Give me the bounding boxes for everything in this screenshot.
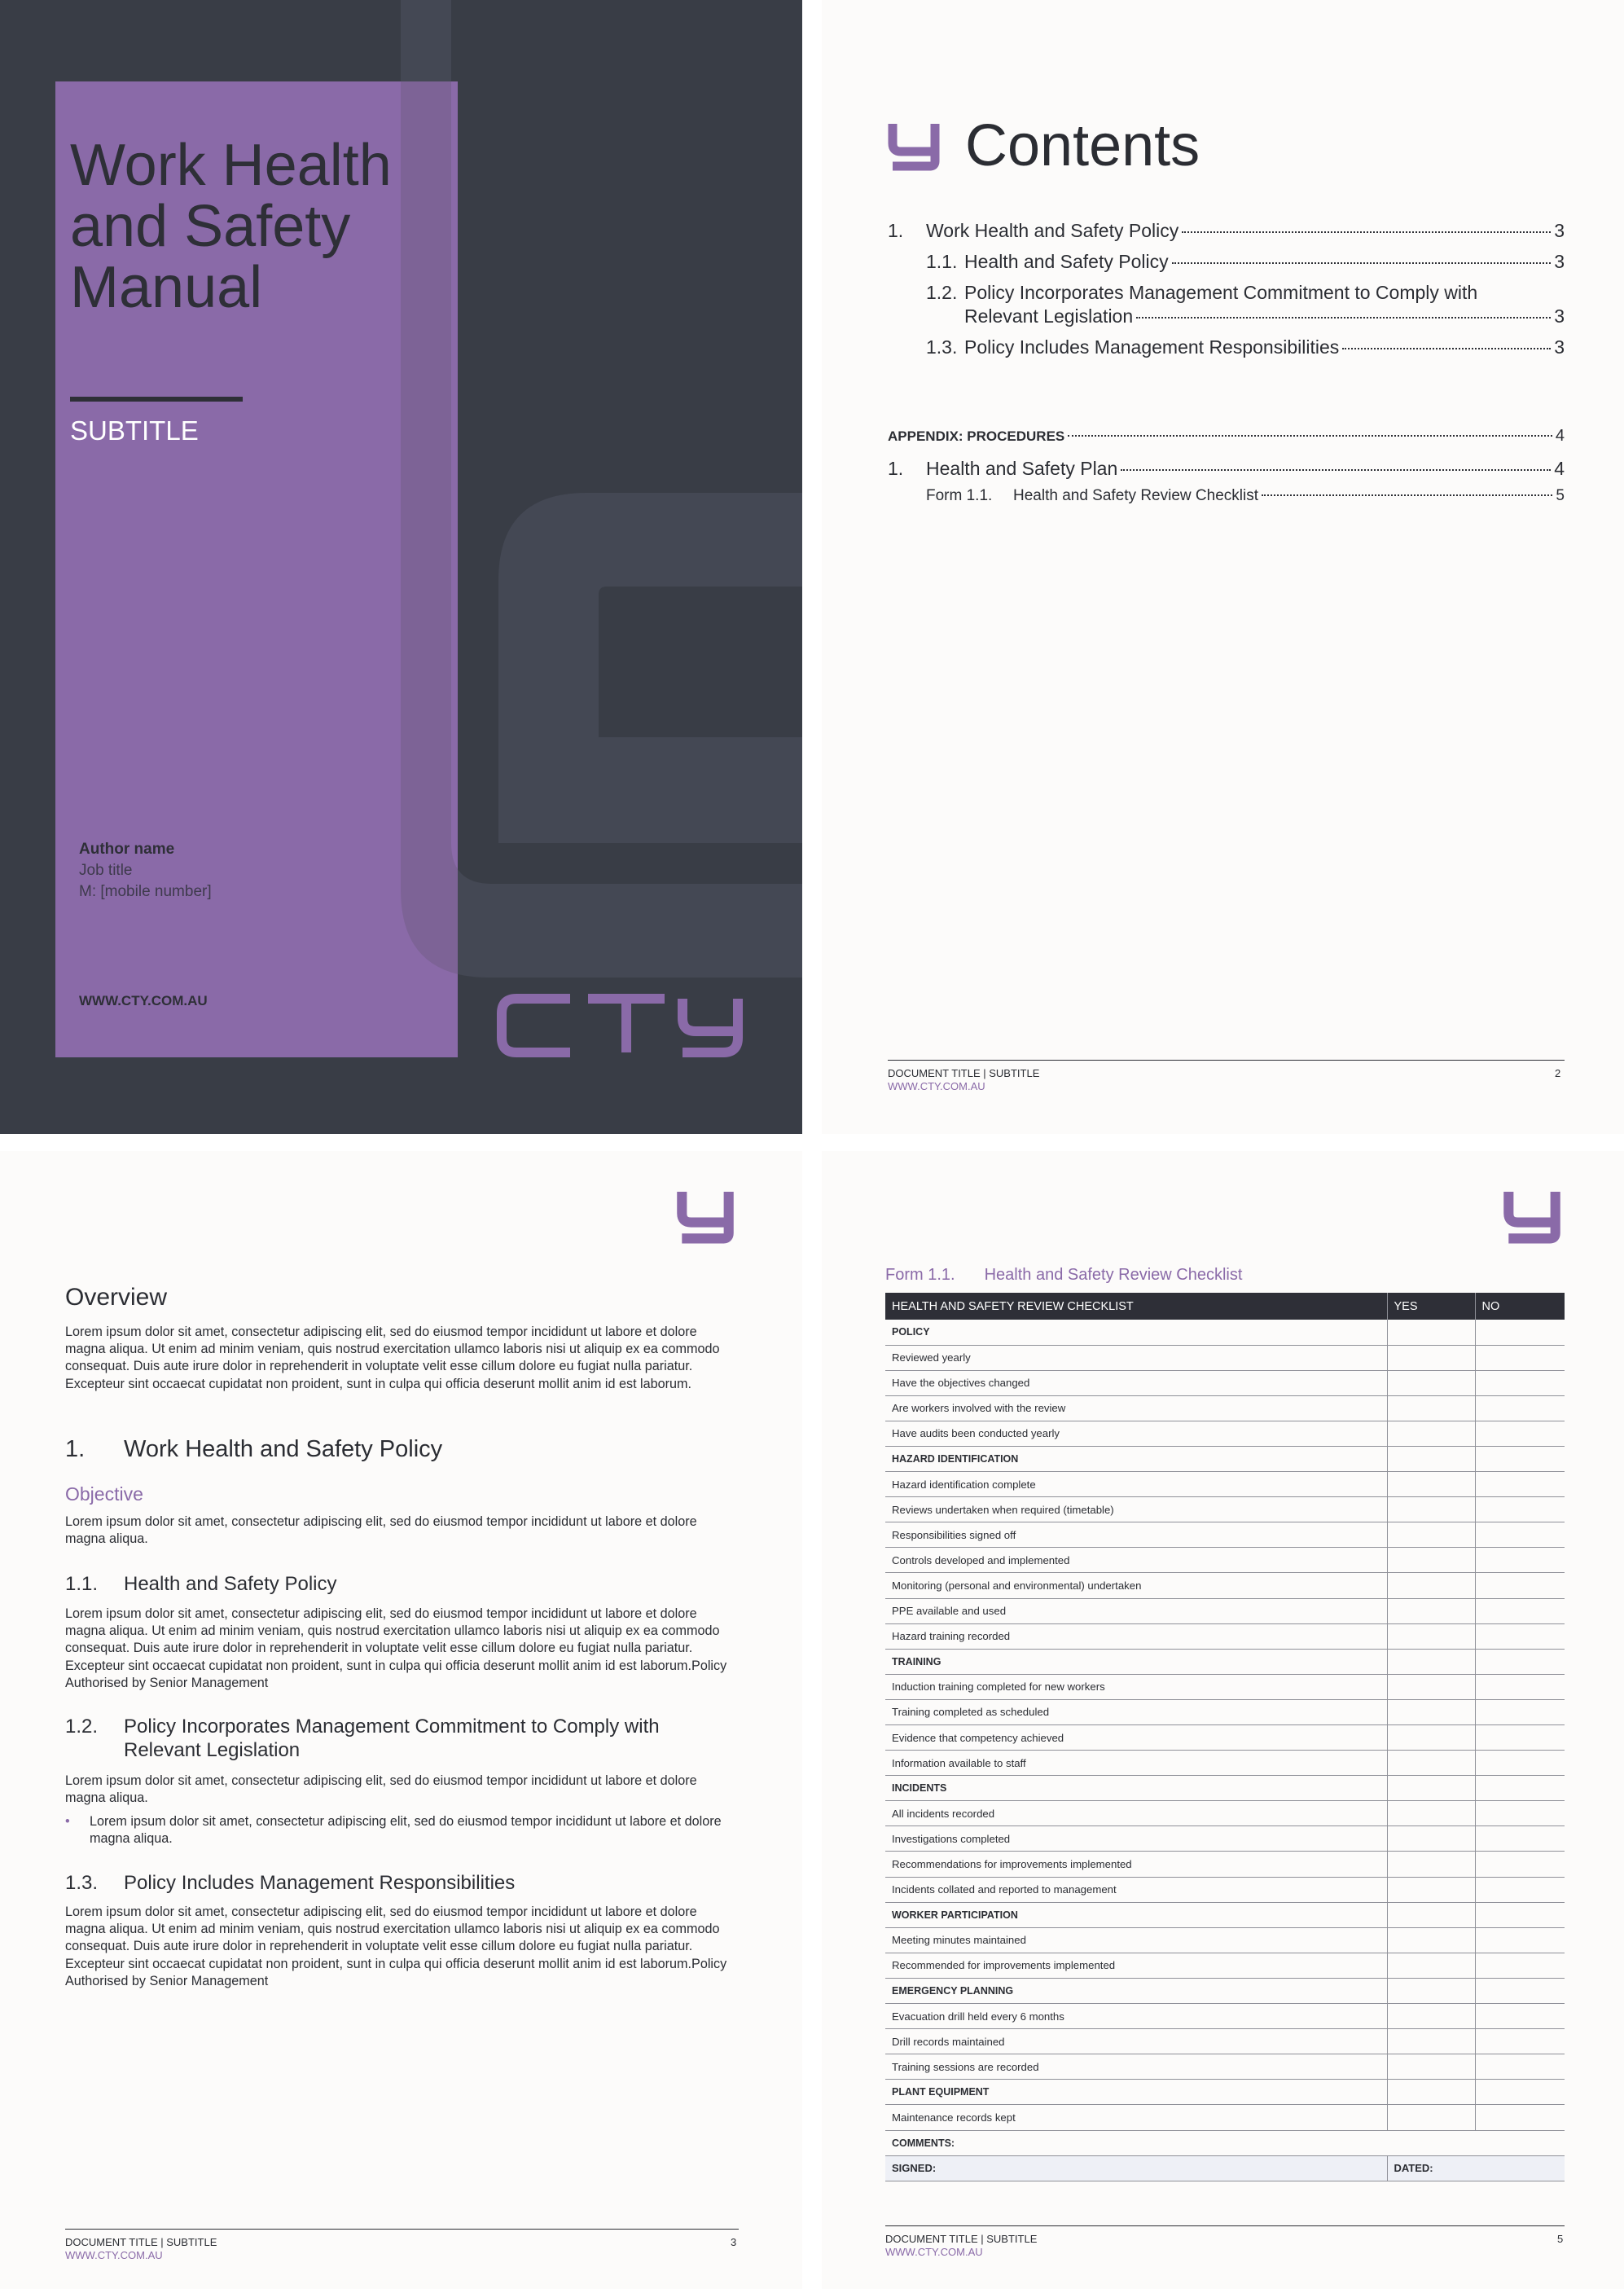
- checklist-row: [885, 2054, 1565, 2080]
- checklist-row: [885, 1953, 1565, 1978]
- checklist-header-row: [885, 1293, 1565, 1320]
- no-cell[interactable]: [1475, 2080, 1565, 2105]
- yes-cell[interactable]: [1387, 1623, 1475, 1649]
- yes-cell[interactable]: [1387, 1776, 1475, 1801]
- yes-cell[interactable]: [1387, 2080, 1475, 2105]
- section-number: 1.: [65, 1436, 86, 1462]
- yes-cell[interactable]: [1387, 1649, 1475, 1674]
- toc-number: 1.2.: [926, 282, 958, 303]
- no-cell[interactable]: [1475, 1446, 1565, 1471]
- contents-page: [822, 0, 1624, 1134]
- section-label: EMERGENCY PLANNING: [885, 1978, 1387, 2003]
- no-cell[interactable]: [1475, 1776, 1565, 1801]
- toc-page-number: 5: [1556, 487, 1565, 504]
- checklist-row: [885, 1877, 1565, 1902]
- checklist-row: [885, 1497, 1565, 1522]
- toc-entry-continued[interactable]: [964, 305, 1565, 327]
- cty-mark-icon: [673, 1192, 738, 1244]
- yes-cell[interactable]: [1387, 1826, 1475, 1852]
- checklist-item: Meeting minutes maintained: [885, 1927, 1387, 1953]
- yes-cell[interactable]: [1387, 1548, 1475, 1573]
- yes-cell[interactable]: [1387, 1522, 1475, 1548]
- footer-url[interactable]: WWW.CTY.COM.AU: [888, 1080, 985, 1092]
- mobile-number: M: [mobile number]: [79, 883, 212, 900]
- toc-page-number: 3: [1554, 336, 1565, 358]
- toc-text: APPENDIX: PROCEDURES: [888, 428, 1065, 444]
- checklist-table: [885, 1293, 1565, 2181]
- checklist-row: [885, 1472, 1565, 1497]
- no-cell[interactable]: [1475, 1953, 1565, 1978]
- checklist-item: Are workers involved with the review: [885, 1395, 1387, 1421]
- checklist-item: Induction training completed for new workers: [885, 1674, 1387, 1699]
- checklist-row: [885, 2004, 1565, 2029]
- checklist-section-row: [885, 1320, 1565, 1345]
- yes-cell[interactable]: [1387, 2004, 1475, 2029]
- no-cell[interactable]: [1475, 1320, 1565, 1345]
- no-cell[interactable]: [1475, 1978, 1565, 2003]
- checklist-item: Training completed as scheduled: [885, 1699, 1387, 1724]
- checklist-row: [885, 1370, 1565, 1395]
- no-cell[interactable]: [1475, 2054, 1565, 2080]
- toc-text: Health and Safety Plan: [926, 458, 1118, 479]
- toc-leader: [1068, 435, 1552, 437]
- checklist-item: Have the objectives changed: [885, 1370, 1387, 1395]
- subsection-title-continued: Relevant Legislation: [124, 1739, 301, 1761]
- toc-text: Policy Includes Management Responsibilities: [964, 336, 1340, 358]
- checklist-row: [885, 1522, 1565, 1548]
- no-cell[interactable]: [1475, 1497, 1565, 1522]
- toc-page-number: 3: [1554, 251, 1565, 272]
- checklist-row: [885, 1623, 1565, 1649]
- yes-cell[interactable]: [1387, 1953, 1475, 1978]
- cty-logo: [497, 994, 753, 1057]
- checklist-row: [885, 1598, 1565, 1623]
- toc-page-number: 4: [1554, 458, 1565, 479]
- subsection-title: Policy Includes Management Responsibilities: [124, 1872, 516, 1894]
- section-label: TRAINING: [885, 1649, 1387, 1674]
- comments-label: COMMENTS:: [885, 2130, 1565, 2155]
- checklist-item: Hazard training recorded: [885, 1623, 1387, 1649]
- no-cell[interactable]: [1475, 1801, 1565, 1826]
- toc-number: 1.: [888, 220, 904, 241]
- subsection-number: 1.3.: [65, 1872, 99, 1894]
- footer-page-number: 2: [1555, 1067, 1561, 1079]
- subsection-paragraph: Lorem ipsum dolor sit amet, consectetur adipiscing elit, sed do eiusmod tempor incididunt ut labore et dolore magna aliqua.: [65, 1773, 697, 1806]
- yes-cell[interactable]: [1387, 2054, 1475, 2080]
- checklist-item: Evacuation drill held every 6 months: [885, 2004, 1387, 2029]
- cover-divider: [70, 397, 243, 402]
- section-label: WORKER PARTICIPATION: [885, 1902, 1387, 1927]
- header-no: NO: [1475, 1293, 1565, 1320]
- yes-cell[interactable]: [1387, 1497, 1475, 1522]
- subsection-number: 1.1.: [65, 1573, 99, 1595]
- yes-cell[interactable]: [1387, 1421, 1475, 1446]
- no-cell[interactable]: [1475, 1472, 1565, 1497]
- form-heading: [885, 1266, 1271, 1285]
- no-cell[interactable]: [1475, 1877, 1565, 1902]
- yes-cell[interactable]: [1387, 1573, 1475, 1598]
- yes-cell[interactable]: [1387, 1852, 1475, 1877]
- job-title: Job title: [79, 862, 133, 879]
- cty-mark-icon: [888, 124, 940, 171]
- toc-leader: [1136, 317, 1551, 319]
- yes-cell[interactable]: [1387, 2029, 1475, 2054]
- no-cell[interactable]: [1475, 1522, 1565, 1548]
- checklist-item: Maintenance records kept: [885, 2105, 1387, 2130]
- subsection-paragraph: Lorem ipsum dolor sit amet, consectetur adipiscing elit, sed do eiusmod tempor incididunt ut labore et dolore magna aliqua. Ut enim ad minim veniam, quis nostrud exercitation ullamco laboris nisi ut aliquip ex ea commodo consequat. Duis aute irure dolor in reprehenderit in voluptate velit esse cillum dolore eu fugiat nulla pariatur. Excepteur sint occaecat cupidatat non proident, sunt in culpa qui officia deserunt mollit anim id est laborum.Policy Authorised by Senior Management: [65, 1606, 727, 1690]
- checklist-row: [885, 1927, 1565, 1953]
- section-label: PLANT EQUIPMENT: [885, 2080, 1387, 2105]
- yes-cell[interactable]: [1387, 1978, 1475, 2003]
- toc-entry[interactable]: [888, 220, 1565, 242]
- toc-leader: [1182, 231, 1551, 233]
- yes-cell[interactable]: [1387, 1472, 1475, 1497]
- checklist-row: [885, 1674, 1565, 1699]
- checklist-item: Evidence that competency achieved: [885, 1725, 1387, 1751]
- toc-number: 1.: [888, 458, 904, 479]
- footer-divider: [885, 2225, 1565, 2226]
- toc-number: 1.3.: [926, 336, 958, 358]
- no-cell[interactable]: [1475, 1548, 1565, 1573]
- yes-cell[interactable]: [1387, 1699, 1475, 1724]
- toc-page-number: 3: [1554, 305, 1565, 327]
- objective-paragraph: Lorem ipsum dolor sit amet, consectetur adipiscing elit, sed do eiusmod tempor incididunt ut labore et dolore magna aliqua.: [65, 1514, 697, 1547]
- toc-appendix-entry[interactable]: [888, 427, 1565, 446]
- no-cell[interactable]: [1475, 1598, 1565, 1623]
- yes-cell[interactable]: [1387, 1674, 1475, 1699]
- footer-doc-title: DOCUMENT TITLE | SUBTITLE: [65, 2236, 217, 2248]
- yes-cell[interactable]: [1387, 1598, 1475, 1623]
- checklist-section-row: [885, 1776, 1565, 1801]
- signature-row[interactable]: [885, 2155, 1565, 2181]
- no-cell[interactable]: [1475, 1826, 1565, 1852]
- signed-field[interactable]: SIGNED:: [885, 2155, 1387, 2181]
- bullet-item: Lorem ipsum dolor sit amet, consectetur adipiscing elit, sed do eiusmod tempor incididunt ut labore et dolore magna aliqua.: [90, 1814, 722, 1847]
- header-item: HEALTH AND SAFETY REVIEW CHECKLIST: [885, 1293, 1387, 1320]
- cover-title: Work Health and Safety Manual: [70, 133, 392, 320]
- no-cell[interactable]: [1475, 1902, 1565, 1927]
- footer-page-number: 3: [731, 2236, 737, 2248]
- checklist-item: Monitoring (personal and environmental) undertaken: [885, 1573, 1387, 1598]
- no-cell[interactable]: [1475, 1927, 1565, 1953]
- no-cell[interactable]: [1475, 1852, 1565, 1877]
- footer-url[interactable]: WWW.CTY.COM.AU: [65, 2249, 163, 2261]
- toc-page-number: 4: [1555, 427, 1565, 445]
- checklist-item: Responsibilities signed off: [885, 1522, 1387, 1548]
- no-cell[interactable]: [1475, 1573, 1565, 1598]
- checklist-item: Reviews undertaken when required (timetable): [885, 1497, 1387, 1522]
- checklist-section-row: [885, 1978, 1565, 2003]
- dated-field[interactable]: DATED:: [1387, 2155, 1565, 2181]
- checklist-row: [885, 1725, 1565, 1751]
- checklist-item: All incidents recorded: [885, 1801, 1387, 1826]
- no-cell[interactable]: [1475, 1751, 1565, 1776]
- cover-page: [0, 0, 802, 1134]
- no-cell[interactable]: [1475, 1623, 1565, 1649]
- cty-mark-icon: [1499, 1192, 1565, 1244]
- checklist-section-row: [885, 2080, 1565, 2105]
- toc-entry[interactable]: [926, 336, 1565, 358]
- objective-heading: Objective: [65, 1483, 143, 1505]
- toc-leader: [1262, 494, 1552, 496]
- checklist-item: Hazard identification complete: [885, 1472, 1387, 1497]
- checklist-row: [885, 1826, 1565, 1852]
- yes-cell[interactable]: [1387, 1345, 1475, 1370]
- toc-text: Relevant Legislation: [964, 305, 1134, 327]
- contents-title: Contents: [965, 113, 1200, 178]
- overview-paragraph: Lorem ipsum dolor sit amet, consectetur adipiscing elit, sed do eiusmod tempor incididunt ut labore et dolore magna aliqua. Ut enim ad minim veniam, quis nostrud exercitation ullamco laboris nisi ut aliquip ex ea commodo consequat. Duis aute irure dolor in reprehenderit in voluptate velit esse cillum dolore eu fugiat nulla pariatur. Excepteur sint occaecat cupidatat non proident, sunt in culpa qui officia deserunt mollit anim id est laborum.: [65, 1325, 720, 1391]
- footer-divider: [65, 2229, 739, 2230]
- subsection-title: Health and Safety Policy: [124, 1573, 337, 1595]
- form-title: Health and Safety Review Checklist: [984, 1266, 1243, 1284]
- checklist-item: Incidents collated and reported to management: [885, 1877, 1387, 1902]
- checklist-row: [885, 1573, 1565, 1598]
- overview-heading: Overview: [65, 1284, 168, 1311]
- checklist-section-row: [885, 1649, 1565, 1674]
- no-cell[interactable]: [1475, 1421, 1565, 1446]
- no-cell[interactable]: [1475, 1345, 1565, 1370]
- footer-divider: [888, 1060, 1565, 1061]
- footer-url[interactable]: WWW.CTY.COM.AU: [885, 2246, 983, 2258]
- toc-text: Work Health and Safety Policy: [926, 220, 1179, 241]
- checklist-item: Recommended for improvements implemented: [885, 1953, 1387, 1978]
- no-cell[interactable]: [1475, 2029, 1565, 2054]
- checklist-row: [885, 2105, 1565, 2130]
- no-cell[interactable]: [1475, 1370, 1565, 1395]
- toc-text: Policy Incorporates Management Commitment to Comply with: [964, 282, 1478, 303]
- checklist-item: Drill records maintained: [885, 2029, 1387, 2054]
- checklist-row: [885, 1421, 1565, 1446]
- footer-doc-title: DOCUMENT TITLE | SUBTITLE: [888, 1067, 1040, 1079]
- cover-url[interactable]: WWW.CTY.COM.AU: [79, 993, 208, 1008]
- yes-cell[interactable]: [1387, 1801, 1475, 1826]
- checklist-item: Recommendations for improvements implemented: [885, 1852, 1387, 1877]
- checklist-item: Training sessions are recorded: [885, 2054, 1387, 2080]
- toc-entry[interactable]: [926, 487, 1565, 505]
- toc-number: Form 1.1.: [926, 487, 993, 504]
- toc-page-number: 3: [1554, 220, 1565, 241]
- subsection-heading: [65, 1573, 336, 1596]
- toc-text: Health and Safety Policy: [964, 251, 1169, 272]
- yes-cell[interactable]: [1387, 1902, 1475, 1927]
- section-title: Work Health and Safety Policy: [124, 1436, 443, 1462]
- checklist-row: [885, 1699, 1565, 1724]
- checklist-row: [885, 1751, 1565, 1776]
- cover-subtitle: SUBTITLE: [70, 415, 199, 446]
- checklist-section-row: [885, 1902, 1565, 1927]
- checklist-item: Controls developed and implemented: [885, 1548, 1387, 1573]
- subsection-heading: [65, 1872, 515, 1895]
- checklist-row: [885, 1852, 1565, 1877]
- no-cell[interactable]: [1475, 2004, 1565, 2029]
- form-label: Form 1.1.: [885, 1266, 955, 1284]
- no-cell[interactable]: [1475, 1699, 1565, 1724]
- no-cell[interactable]: [1475, 2105, 1565, 2130]
- author-name: Author name: [79, 841, 175, 858]
- checklist-page: [822, 1151, 1624, 2289]
- checklist-item: PPE available and used: [885, 1598, 1387, 1623]
- checklist-item: Reviewed yearly: [885, 1345, 1387, 1370]
- comments-row[interactable]: [885, 2130, 1565, 2155]
- no-cell[interactable]: [1475, 1649, 1565, 1674]
- toc-text: Health and Safety Review Checklist: [1013, 487, 1258, 504]
- yes-cell[interactable]: [1387, 1446, 1475, 1471]
- yes-cell[interactable]: [1387, 1725, 1475, 1751]
- checklist-row: [885, 2029, 1565, 2054]
- checklist-item: Information available to staff: [885, 1751, 1387, 1776]
- toc-entry[interactable]: [926, 282, 1477, 304]
- no-cell[interactable]: [1475, 1725, 1565, 1751]
- checklist-section-row: [885, 1446, 1565, 1471]
- no-cell[interactable]: [1475, 1674, 1565, 1699]
- toc-entry[interactable]: [888, 458, 1565, 480]
- yes-cell[interactable]: [1387, 1370, 1475, 1395]
- checklist-row: [885, 1548, 1565, 1573]
- checklist-row: [885, 1801, 1565, 1826]
- policy-page: [0, 1151, 802, 2289]
- yes-cell[interactable]: [1387, 1751, 1475, 1776]
- toc-leader: [1121, 469, 1551, 471]
- section-label: INCIDENTS: [885, 1776, 1387, 1801]
- subsection-paragraph: Lorem ipsum dolor sit amet, consectetur adipiscing elit, sed do eiusmod tempor incididunt ut labore et dolore magna aliqua. Ut enim ad minim veniam, quis nostrud exercitation ullamco laboris nisi ut aliquip ex ea commodo consequat. Duis aute irure dolor in reprehenderit in voluptate velit esse cillum dolore eu fugiat nulla pariatur. Excepteur sint occaecat cupidatat non proident, sunt in culpa qui officia deserunt mollit anim id est laborum.Policy Authorised by Senior Management: [65, 1905, 727, 1988]
- yes-cell[interactable]: [1387, 2105, 1475, 2130]
- toc-number: 1.1.: [926, 251, 958, 272]
- section-label: HAZARD IDENTIFICATION: [885, 1446, 1387, 1471]
- subsection-number: 1.2.: [65, 1716, 99, 1738]
- checklist-item: Have audits been conducted yearly: [885, 1421, 1387, 1446]
- bullet-marker: •: [65, 1814, 70, 1829]
- toc-entry[interactable]: [926, 251, 1565, 273]
- no-cell[interactable]: [1475, 1395, 1565, 1421]
- checklist-row: [885, 1395, 1565, 1421]
- yes-cell[interactable]: [1387, 1395, 1475, 1421]
- footer-page-number: 5: [1557, 2233, 1564, 2245]
- footer-doc-title: DOCUMENT TITLE | SUBTITLE: [885, 2233, 1038, 2245]
- toc-leader: [1342, 348, 1551, 349]
- section-heading: [65, 1436, 442, 1463]
- yes-cell[interactable]: [1387, 1877, 1475, 1902]
- section-label: POLICY: [885, 1320, 1387, 1345]
- checklist-row: [885, 1345, 1565, 1370]
- toc-leader: [1172, 262, 1552, 264]
- subsection-title: Policy Incorporates Management Commitment to Comply with: [124, 1716, 660, 1738]
- yes-cell[interactable]: [1387, 1320, 1475, 1345]
- header-yes: YES: [1387, 1293, 1475, 1320]
- checklist-item: Investigations completed: [885, 1826, 1387, 1852]
- subsection-heading: [65, 1716, 660, 1738]
- yes-cell[interactable]: [1387, 1927, 1475, 1953]
